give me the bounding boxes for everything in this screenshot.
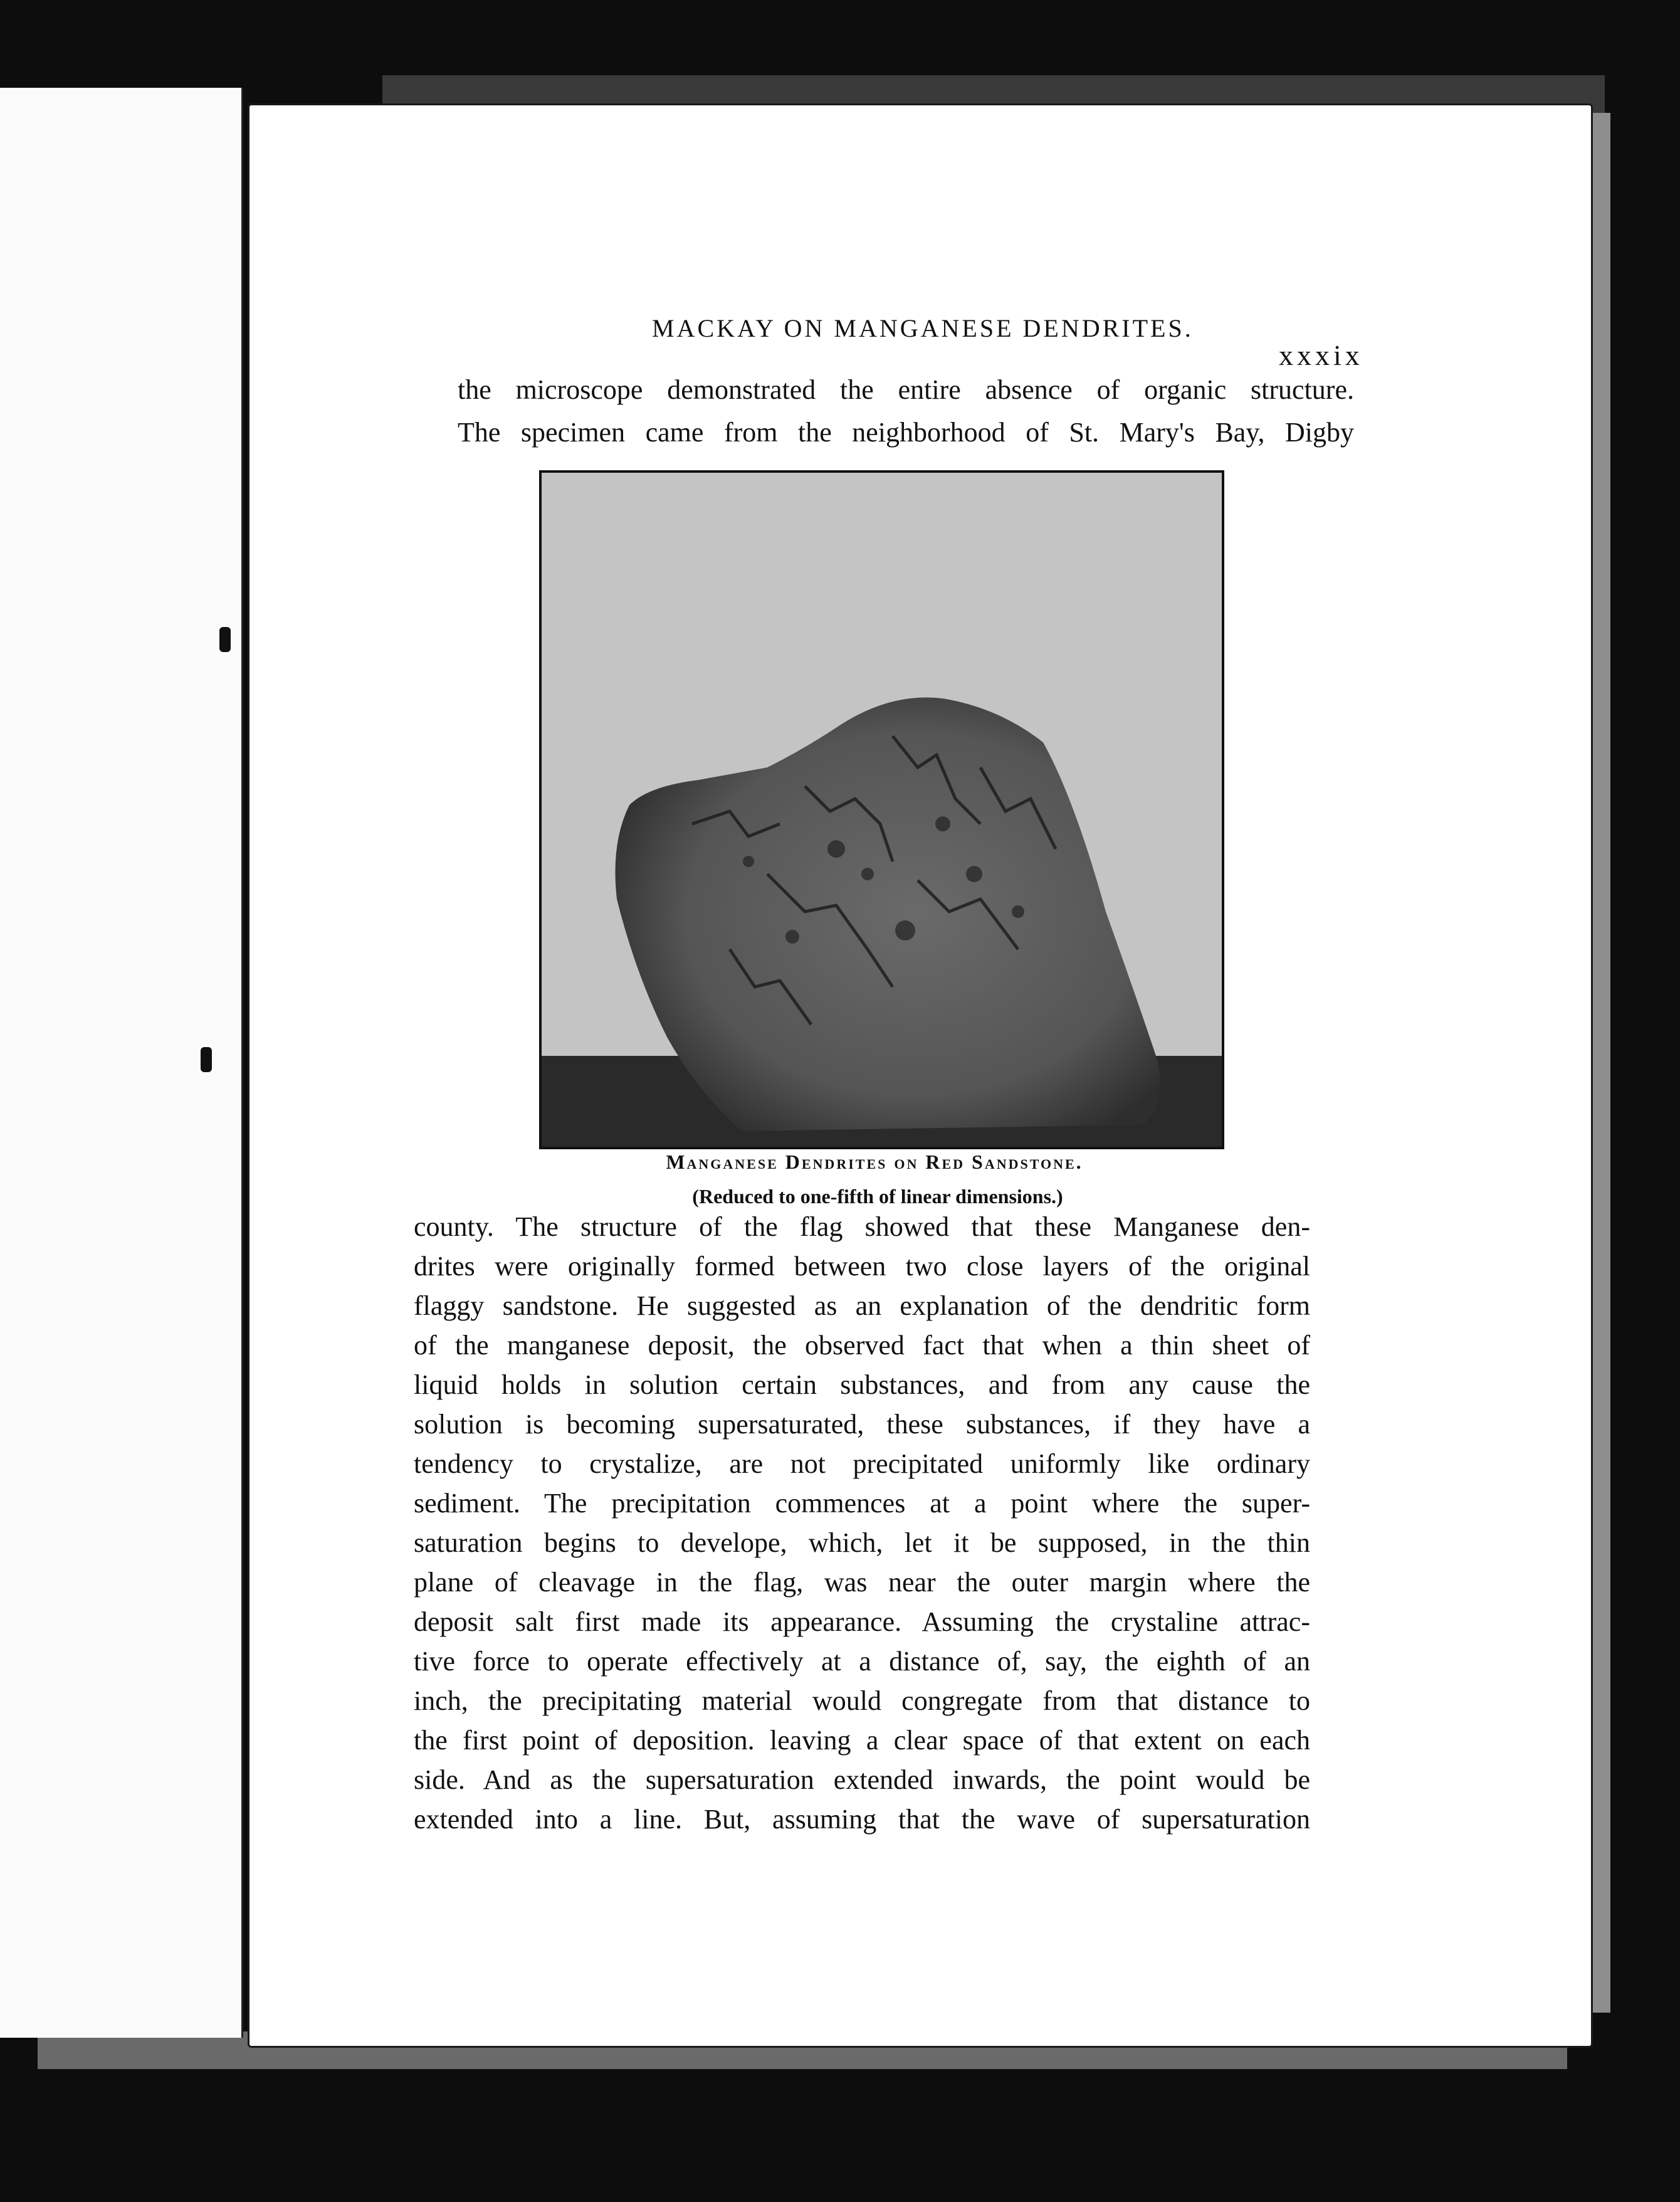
text-line: county. The structure of the flag showed that these Manganese den- [414, 1211, 1310, 1242]
binding-mark [219, 627, 231, 652]
running-head: MACKAY ON MANGANESE DENDRITES. [652, 314, 1194, 342]
text-line: the first point of deposition. leaving a clear space of that extent on each [414, 1725, 1310, 1756]
text-line: drites were originally formed between two close layers of the original [414, 1251, 1310, 1282]
facing-page [0, 88, 243, 2038]
page-number: xxxix [1279, 339, 1363, 371]
text-line: deposit salt first made its appearance. Assuming the crystaline attrac- [414, 1606, 1310, 1637]
text-line: plane of cleavage in the flag, was near the outer margin where the [414, 1567, 1310, 1598]
text-line: extended into a line. But, assuming that the wave of supersaturation [414, 1804, 1310, 1835]
text-line: flaggy sandstone. He suggested as an explanation of the dendritic form [414, 1290, 1310, 1321]
text-line: tendency to crystalize, are not precipitated uniformly like ordinary [414, 1448, 1310, 1479]
plate-caption: Manganese Dendrites on Red Sandstone. [666, 1151, 1083, 1173]
text-line: side. And as the supersaturation extended inwards, the point would be [414, 1764, 1310, 1795]
text-line: The specimen came from the neighborhood of St. Mary's Bay, Digby [458, 417, 1354, 448]
text-line: inch, the precipitating material would congregate from that distance to [414, 1685, 1310, 1716]
text-line: the microscope demonstrated the entire absence of organic structure. [458, 374, 1354, 405]
plate-subcaption: (Reduced to one-fifth of linear dimensions.) [692, 1185, 1063, 1208]
sandstone-rock-image [542, 473, 1222, 1147]
text-line: solution is becoming supersaturated, these substances, if they have a [414, 1409, 1310, 1440]
text-line: sediment. The precipitation commences at a point where the super- [414, 1488, 1310, 1519]
text-line: saturation begins to develope, which, let it be supposed, in the thin [414, 1527, 1310, 1558]
text-line: liquid holds in solution certain substances, and from any cause the [414, 1369, 1310, 1400]
specimen-photograph [539, 470, 1224, 1149]
text-line: tive force to operate effectively at a distance of, say, the eighth of an [414, 1646, 1310, 1677]
text-line: of the manganese deposit, the observed fact that when a thin sheet of [414, 1330, 1310, 1361]
binding-mark [201, 1047, 212, 1072]
